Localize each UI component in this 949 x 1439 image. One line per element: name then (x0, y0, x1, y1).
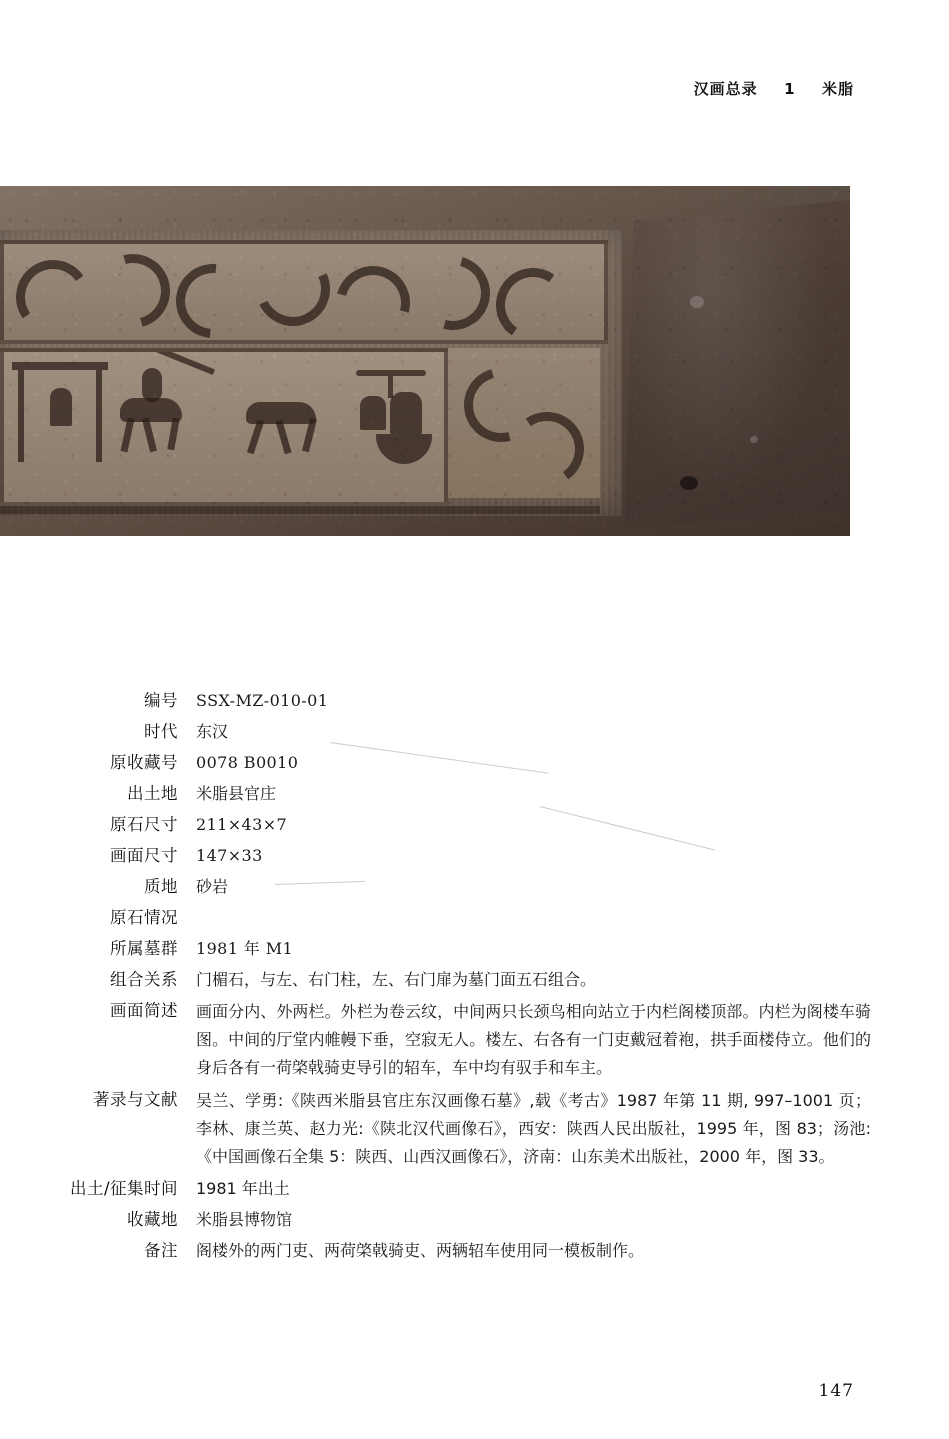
metadata-value: 阁楼外的两门吏、两荷棨戟骑吏、两辆轺车使用同一模板制作。 (196, 1241, 645, 1260)
metadata-value: 1981 年 M1 (196, 939, 294, 958)
chariot-procession-band (0, 348, 448, 506)
page-number: 147 (818, 1381, 854, 1401)
metadata-row (0, 843, 949, 869)
metadata-label: 原石情况 (110, 908, 178, 927)
running-head-section: 米脂 (821, 80, 854, 98)
cloud-scroll-motif (161, 249, 265, 344)
metadata-value: 211×43×7 (196, 815, 288, 834)
carriage-canopy-pole (388, 376, 393, 398)
carriage-wheel (376, 434, 432, 464)
cloud-scroll-motif (402, 242, 503, 343)
metadata-label: 所属墓群 (110, 939, 178, 958)
metadata-row (0, 1238, 949, 1264)
cloud-scroll-right-section (448, 348, 600, 498)
metadata-label: 原收藏号 (110, 753, 178, 772)
plate-stone-surface (0, 186, 850, 536)
metadata-label: 画面简述 (110, 1001, 178, 1020)
metadata-row (0, 967, 949, 993)
metadata-row (0, 1207, 949, 1233)
cloud-scroll-motif (246, 242, 341, 337)
metadata-row (0, 688, 949, 714)
metadata-label: 备注 (144, 1241, 178, 1260)
metadata-label: 时代 (144, 722, 178, 741)
stone-speck (690, 296, 704, 308)
relief-border-bottom (0, 506, 600, 514)
metadata-row (0, 719, 949, 745)
stone-broken-end (620, 186, 850, 536)
metadata-row (0, 812, 949, 838)
metadata-value: 东汉 (196, 722, 229, 741)
cloud-scroll-band (0, 240, 608, 344)
carriage-passenger (390, 392, 422, 434)
metadata-label: 编号 (144, 691, 178, 710)
carriage-driver (360, 396, 386, 430)
cloud-scroll-motif (322, 252, 423, 344)
metadata-label: 画面尺寸 (110, 846, 178, 865)
metadata-label: 质地 (144, 877, 178, 896)
metadata-row (0, 905, 949, 931)
metadata-label: 组合关系 (110, 970, 178, 989)
carved-relief-panel (0, 230, 622, 516)
pavilion-roof (12, 362, 108, 370)
attendant-figure (50, 388, 72, 426)
metadata-label: 出土地 (127, 784, 178, 803)
metadata-value: 门楣石，与左、右门柱，左、右门扉为墓门面五石组合。 (196, 970, 597, 989)
metadata-value: 米脂县官庄 (196, 784, 277, 803)
running-head-series: 汉画总录 (693, 80, 758, 98)
cloud-scroll-motif (490, 262, 576, 344)
metadata-row (0, 936, 949, 962)
running-head (694, 78, 854, 99)
pavilion-pillar (18, 370, 24, 462)
metadata-value: 0078 B0010 (196, 753, 299, 772)
metadata-row (0, 1176, 949, 1202)
cloud-scroll-motif (10, 254, 96, 340)
metadata-label: 收藏地 (127, 1210, 178, 1229)
metadata-value: 吴兰、学勇:《陕西米脂县官庄东汉画像石墓》,载《考古》1987 年第 11 期, 997–1001 页；李林、康兰英、赵力光:《陕北汉代画像石》，西安：陕西人民出版社，1995 年，图 83；汤池:《中国画像石全集 5：陕西、山西汉画像石》，济南：山东美术出版社，2000 年，图 33。 (196, 1091, 871, 1166)
metadata-value: 米脂县博物馆 (196, 1210, 293, 1229)
metadata-value: 147×33 (196, 846, 263, 865)
horse-leg (121, 418, 135, 453)
halberd-banner (157, 348, 215, 375)
pavilion-pillar (96, 370, 102, 462)
metadata-label: 原石尺寸 (110, 815, 178, 834)
horse-leg (247, 420, 264, 454)
metadata-row (0, 1087, 949, 1171)
stone-speck (750, 436, 758, 443)
horse-leg (167, 418, 179, 451)
plate-photograph (0, 186, 850, 536)
metadata-value: 画面分内、外两栏。外栏为卷云纹，中间两只长颈鸟相向站立于内栏阁楼顶部。内栏为阁楼车骑图。中间的厅堂内帷幔下垂，空寂无人。楼左、右各有一门吏戴冠着袍，拱手面楼侍立。他们的身后各有一荷棨戟骑吏导引的轺车，车中均有驭手和车主。 (196, 1002, 871, 1077)
artifact-metadata-table (0, 688, 949, 1269)
running-head-volume: 1 (784, 80, 796, 98)
metadata-label: 著录与文献 (93, 1090, 178, 1109)
cloud-scroll-motif (82, 240, 183, 341)
metadata-row (0, 781, 949, 807)
horse-leg (275, 420, 291, 455)
metadata-row (0, 874, 949, 900)
metadata-value: SSX-MZ-010-01 (196, 691, 329, 710)
metadata-row (0, 750, 949, 776)
rider-figure (142, 368, 162, 402)
metadata-value: 砂岩 (196, 877, 229, 896)
metadata-label: 出土/征集时间 (69, 1179, 178, 1198)
metadata-row (0, 998, 949, 1082)
horse-leg (142, 418, 157, 453)
metadata-value: 1981 年出土 (196, 1179, 290, 1198)
